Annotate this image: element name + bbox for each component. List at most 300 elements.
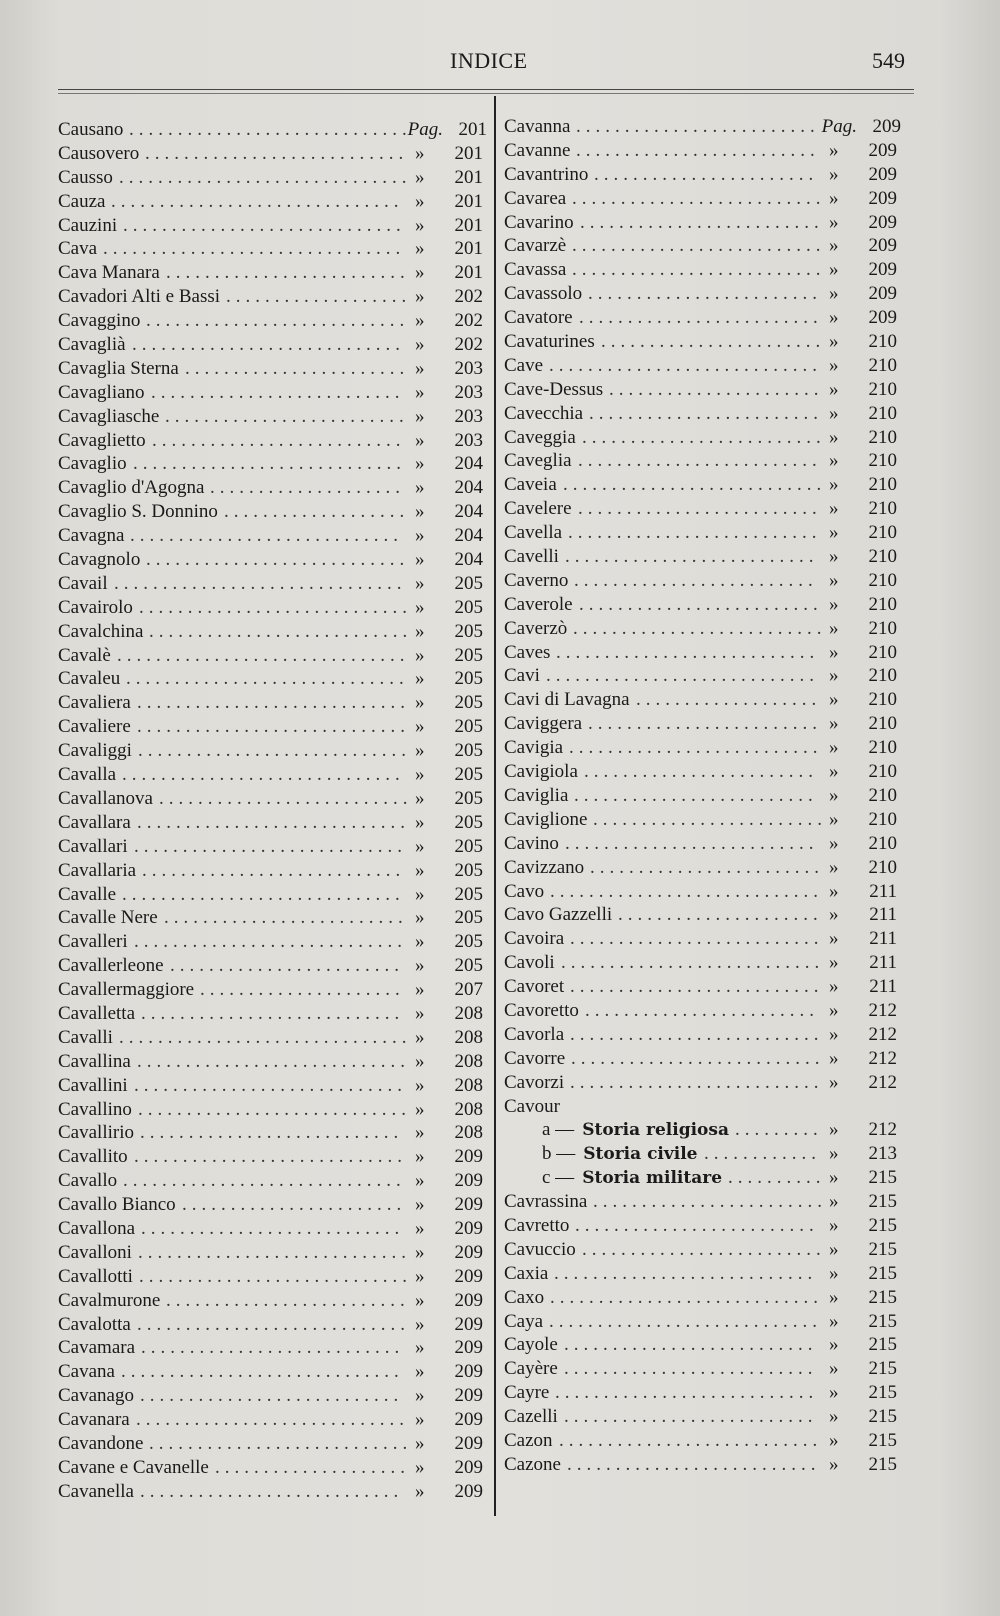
ditto-mark: » [415,1074,425,1096]
page-reference [415,763,483,787]
dot-leader: .......................... [572,259,826,281]
ditto-mark: » [829,498,839,520]
page-reference [415,596,483,620]
index-entry [58,261,488,285]
dot-leader: ............................. [123,214,406,236]
index-entry [504,426,924,450]
dot-leader: ........................ [584,761,818,783]
entry-name: Cavella [504,522,563,544]
entry-name: Cavaliere [58,716,131,738]
ditto-mark: » [829,1429,839,1451]
page-reference [829,1262,897,1286]
index-entry [504,1381,924,1405]
index-entry [58,1074,488,1098]
index-entry [504,378,924,402]
page-reference [415,715,483,739]
dot-leader: ................... [636,689,822,711]
index-entry [504,402,924,426]
index-entry [58,835,488,859]
ditto-mark: » [829,665,839,687]
index-entry [504,330,924,354]
dot-leader: .......................... [151,381,405,403]
page-number-ref: 209 [454,1409,483,1431]
ditto-mark: » [415,262,425,284]
ditto-mark: » [829,784,839,806]
entry-name: Cavanara [58,1409,130,1431]
index-entry [58,237,488,261]
entry-name: Cava Manara [58,262,160,284]
dot-leader: ................... [224,501,410,523]
page-reference [415,524,483,548]
dot-leader: ............................ [134,1074,407,1096]
entry-name: Cavallerleone [58,955,164,977]
entry-name: Cavizzano [504,856,585,878]
dot-leader: ..................... [200,979,405,1001]
index-entry [58,142,488,166]
entry-name: Caverzò [504,617,568,639]
dot-leader: .......................... [564,1406,818,1428]
entry-name: Cavallo [58,1170,118,1192]
entry-name: Cavalla [58,764,117,786]
page-reference [829,1238,897,1262]
page-reference [415,1456,483,1480]
entry-name: Cavaturines [504,331,595,353]
ditto-mark: » [415,549,425,571]
dot-leader: ............................ [549,354,822,376]
index-entry [504,617,924,641]
ditto-mark: » [829,808,839,830]
index-entry [58,930,488,954]
page-number-ref: 203 [454,429,483,451]
entry-name: Caviglia [504,784,569,806]
page-number-ref: 205 [454,811,483,833]
entry-name: Cavaglio [58,453,127,475]
ditto-mark: » [415,190,425,212]
page-reference [415,142,483,166]
subentry-letter: b — [542,1143,576,1165]
page-number-ref: 209 [454,1217,483,1239]
index-entry [58,739,488,763]
dot-leader: ............................ [134,1146,407,1168]
page-reference [415,811,483,835]
page-reference [415,1169,483,1193]
entry-name: Cavallara [58,811,131,833]
page-reference [415,835,483,859]
index-entry [504,211,924,235]
index-entry [504,1357,924,1381]
header-rule [58,89,914,90]
page-number-ref: 210 [868,617,897,639]
index-entry [504,641,924,665]
page-number-ref: 210 [868,426,897,448]
dot-leader: ............................. [121,1361,404,1383]
dot-leader: ............................. [129,119,412,140]
dot-leader: ........................... [140,1122,404,1144]
index-entry [504,1023,924,1047]
page-reference [415,787,483,811]
ditto-mark: » [415,644,425,666]
entry-name: Cavalleri [58,931,128,953]
page-number-ref: 210 [868,713,897,735]
page-reference [829,1286,897,1310]
entry-name: Cavaliera [58,692,131,714]
page-number-ref: 209 [868,307,897,329]
dot-leader: ............................ [549,1310,822,1332]
page-number-ref: 202 [454,310,483,332]
ditto-mark: » [829,283,839,305]
page-number-ref: 209 [868,283,897,305]
page-number-ref: 205 [454,931,483,953]
entry-name: Cayole [504,1334,558,1356]
dot-leader: ............................ [134,835,407,857]
dot-leader: ............................ [136,1409,409,1431]
page-reference [415,333,483,357]
index-entry [504,808,924,832]
index-entry [504,354,924,378]
page-reference [829,1047,897,1071]
dot-leader: ................... [226,286,412,308]
page-number-ref: 209 [454,1480,483,1502]
dot-leader: .............................. [111,190,404,212]
index-entry [58,1265,488,1289]
dot-leader: ........................... [556,641,820,663]
page-reference [415,285,483,309]
index-entry [504,1405,924,1429]
entry-name [542,1118,729,1143]
ditto-mark: » [829,354,839,376]
dot-leader: ............................ [133,453,406,475]
page-number-ref: 210 [868,450,897,472]
page-number-ref: 205 [454,859,483,881]
page-reference [829,712,897,736]
page-reference [415,1384,483,1408]
page-reference [415,476,483,500]
entry-name: Cavanna [504,116,571,137]
page-number-ref: 204 [454,525,483,547]
entry-name: Cavallito [58,1146,128,1168]
index-entry [58,572,488,596]
index-entry [504,234,924,258]
dot-leader: ......................... [582,426,826,448]
index-entry [58,906,488,930]
page-number-ref: 205 [454,668,483,690]
index-entry [58,118,488,142]
dot-leader: ........................ [593,1191,827,1213]
ditto-mark: » [415,1194,425,1216]
index-entry [504,163,924,187]
entry-name: Cavigiola [504,761,578,783]
ditto-mark: » [829,641,839,663]
page-reference [829,1405,897,1429]
index-entry [504,593,924,617]
index-entry [58,1408,488,1432]
dot-leader: .......................... [152,429,406,451]
page-number-ref: 210 [868,402,897,424]
index-entry [58,1241,488,1265]
dot-leader: ......................... [166,1289,410,1311]
ditto-mark: » [829,761,839,783]
entry-name: Caves [504,641,551,663]
page-reference [829,903,897,927]
ditto-mark: » [829,378,839,400]
dot-leader: ....................... [594,163,819,185]
page-reference [415,1432,483,1456]
page-number-ref: 210 [868,665,897,687]
index-entry [504,1095,924,1119]
page-reference [415,237,483,261]
index-entry [58,1432,488,1456]
page-reference [407,118,487,142]
index-entry [58,1480,488,1504]
page-reference [415,1145,483,1169]
entry-name: Cavagna [58,525,125,547]
ditto-mark: » [829,426,839,448]
ditto-mark: » [415,668,425,690]
entry-name: Cavallanova [58,787,153,809]
index-entry [58,1145,488,1169]
dot-leader: ............................ [550,1286,823,1308]
page-number-ref: 209 [454,1170,483,1192]
index-entry [58,859,488,883]
page-number-ref: 208 [454,1074,483,1096]
index-subentry [504,1118,924,1142]
page-number-ref: 212 [868,1047,897,1069]
page-number-ref: 211 [869,928,897,950]
ditto-mark: » [829,211,839,233]
dot-leader: ........................... [141,1337,405,1359]
ditto-mark: » [829,235,839,257]
page-reference [829,1071,897,1095]
dot-leader: ....................... [182,1194,407,1216]
dot-leader: ......................... [165,405,409,427]
dot-leader: ............................. [122,764,405,786]
entry-name: Cavaglio d'Agogna [58,477,205,499]
page-number-ref: 210 [868,737,897,759]
entry-name: Caverno [504,569,569,591]
index-entry [58,691,488,715]
entry-name: Caya [504,1310,544,1332]
page-number-ref: 204 [454,501,483,523]
dot-leader: .......................... [571,1047,825,1069]
entry-name: Cavoira [504,928,565,950]
page-number-ref: 209 [868,163,897,185]
page-number-ref: 205 [454,883,483,905]
dot-leader: ............................... [103,238,406,260]
index-entry [58,715,488,739]
page-number-ref: 209 [868,259,897,281]
entry-name: Cavanella [58,1480,134,1502]
ditto-mark: » [415,883,425,905]
page-reference [829,473,897,497]
pag-label: Pag. [407,119,443,140]
ditto-mark: » [415,214,425,236]
page-number-ref: 215 [868,1358,897,1380]
page-reference [829,449,897,473]
index-entry [504,784,924,808]
index-entry [504,1047,924,1071]
ditto-mark: » [829,307,839,329]
page-reference [415,166,483,190]
ditto-mark: » [829,856,839,878]
entry-name: Cavaleu [58,668,121,690]
ditto-mark: » [829,713,839,735]
page-reference [829,832,897,856]
index-entry [58,500,488,524]
entry-name: Cavorzi [504,1071,565,1093]
entry-name: Cavairolo [58,596,133,618]
dot-leader: ........................... [146,310,410,332]
dot-leader: ........................... [146,549,410,571]
page-number-ref: 215 [868,1214,897,1236]
entry-name: Cavarea [504,187,567,209]
ditto-mark: » [415,142,425,164]
page-number-ref: 203 [454,405,483,427]
page-number-ref: 209 [868,187,897,209]
page-number-ref: 215 [868,1238,897,1260]
page-reference [415,667,483,691]
page-reference [415,261,483,285]
ditto-mark: » [415,1217,425,1239]
dot-leader: ........................... [141,1217,405,1239]
page-number-ref: 210 [868,593,897,615]
page-number-ref: 208 [454,1122,483,1144]
page-reference [829,1453,897,1477]
dot-leader: .......... [728,1167,826,1189]
page-number-ref: 209 [868,211,897,233]
page-number-ref: 215 [868,1286,897,1308]
index-entry [504,306,924,330]
page-number-ref: 209 [868,235,897,257]
ditto-mark: » [415,1265,425,1287]
page-reference [829,856,897,880]
page-number-ref: 210 [868,546,897,568]
page-number-ref: 201 [458,119,487,140]
entry-name: Cavalchina [58,620,144,642]
page-reference [415,859,483,883]
ditto-mark: » [415,620,425,642]
page-number-ref: 201 [454,262,483,284]
index-entry [58,285,488,309]
page-reference [821,115,901,139]
dot-leader: ............................ [138,1098,411,1120]
index-entry [504,449,924,473]
entry-name: Causso [58,166,113,188]
page-number-ref: 208 [454,1002,483,1024]
dot-leader: .......................... [570,1023,824,1045]
page-number-ref: 210 [868,761,897,783]
ditto-mark: » [829,402,839,424]
index-entry [504,258,924,282]
page-number-ref: 210 [868,331,897,353]
page-number-ref: 211 [869,952,897,974]
index-entry [58,1456,488,1480]
index-entry [504,569,924,593]
entry-name: Cavaglietto [58,429,146,451]
index-entry [58,763,488,787]
entry-name: Cavagliasche [58,405,160,427]
dot-leader: ......................... [575,1214,819,1236]
index-entry [504,736,924,760]
page-number-ref: 204 [454,477,483,499]
index-entry [58,405,488,429]
index-entry [58,309,488,333]
ditto-mark: » [829,617,839,639]
page-number-ref: 205 [454,955,483,977]
page-reference [415,644,483,668]
ditto-mark: » [829,546,839,568]
ditto-mark: » [415,1146,425,1168]
index-entry [58,357,488,381]
dot-leader: ........................ [585,999,819,1021]
dot-leader: .......................... [567,1453,821,1475]
dot-leader: ........................... [555,1382,819,1404]
index-entry [58,1360,488,1384]
index-entry [504,473,924,497]
entry-name: Cavallini [58,1074,128,1096]
entry-name: Cavail [58,572,108,594]
entry-name: Cavoretto [504,999,579,1021]
page-reference [415,691,483,715]
entry-name: Cave-Dessus [504,378,604,400]
page-number-ref: 210 [868,354,897,376]
page-reference [415,429,483,453]
entry-name: Cavallona [58,1217,136,1239]
page-reference [415,1336,483,1360]
page-reference [829,234,897,258]
dot-leader: ....................... [601,331,826,353]
page-number-ref: 210 [868,856,897,878]
entry-name: Cavallino [58,1098,132,1120]
index-entry [58,667,488,691]
ditto-mark: » [829,1406,839,1428]
page-reference [415,620,483,644]
page-reference [829,808,897,832]
ditto-mark: » [415,310,425,332]
entry-name: Causovero [58,142,140,164]
index-entry [58,1217,488,1241]
dot-leader: ........................... [145,142,409,164]
page-number-ref: 205 [454,644,483,666]
index-entry [504,1190,924,1214]
ditto-mark: » [415,429,425,451]
page-number-ref: 215 [868,1191,897,1213]
subentry-letter: a — [542,1119,575,1141]
page-number-ref: 209 [454,1313,483,1335]
index-entry [58,978,488,1002]
entry-name: Cayère [504,1358,558,1380]
page-reference [829,330,897,354]
page-number-ref: 211 [869,976,897,998]
page-number-ref: 207 [454,979,483,1001]
ditto-mark: » [415,811,425,833]
ditto-mark: » [415,931,425,953]
page-number-ref: 209 [868,139,897,161]
entry-name: Cavagnolo [58,549,141,571]
page-number-ref: 210 [868,569,897,591]
ditto-mark: » [829,1453,839,1475]
page-reference [829,1357,897,1381]
pag-label: Pag. [821,116,857,137]
page-reference [415,954,483,978]
page-reference [415,1360,483,1384]
page-number-ref: 204 [454,549,483,571]
dot-leader: ........................ [589,402,823,424]
page-reference [829,975,897,999]
ditto-mark: » [415,692,425,714]
index-entry [58,452,488,476]
page-number-ref: 215 [868,1334,897,1356]
dot-leader: .......................... [572,187,826,209]
